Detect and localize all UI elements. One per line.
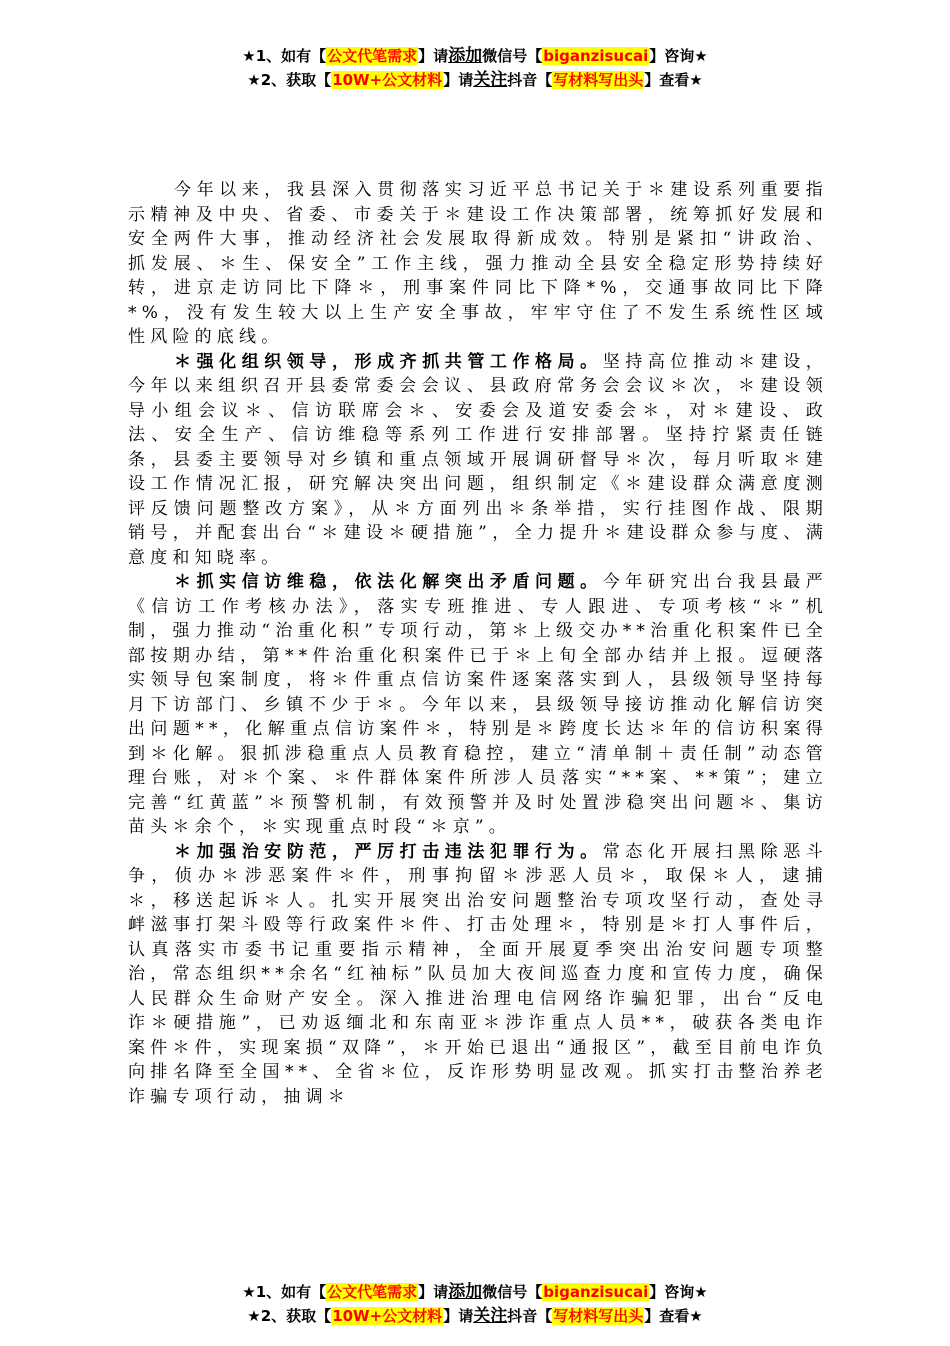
emphasis-text: 关注 bbox=[473, 70, 508, 90]
highlight-text: 10W+公文材料 bbox=[332, 71, 443, 89]
douyin-account[interactable]: 写材料写出头 bbox=[553, 1307, 644, 1325]
banner-line-1: ★1、如有【公文代笔需求】请添加微信号【biganzisucai】咨询★ bbox=[242, 1282, 708, 1302]
paragraph-petition: ＊抓实信访维稳，依法化解突出矛盾问题。今年研究出台我县最严《信访工作考核办法》，落实专班推进、专人跟进、专项考核“＊”机制，强力推动“治重化积”专项行动，第＊上级交办**治重化积案件已全部按期办结，第**件治重化积案件已于＊上旬全部办结并上报。逗硬落实领导包案制度，将＊件重点信访案件逐案落实到人，县级领导坚持每月下访部门、乡镇不少于＊。今年以来，县级领导接访推动化解信访突出问题**，化解重点信访案件＊，特别是＊跨度长达＊年的信访积案得到＊化解。狠抓涉稳重点人员教育稳控，建立“清单制＋责任制”动态管理台账，对＊个案、＊件群体案件所涉人员落实“**案、**策”；建立完善“红黄蓝”＊预警机制，有效预警并及时处置涉稳突出问题＊、集访苗头＊余个，＊实现重点时段“＊京”。 bbox=[128, 572, 828, 837]
highlight-text: 公文代笔需求 bbox=[327, 47, 418, 65]
paragraph-heading: ＊抓实信访维稳，依法化解突出矛盾问题。 bbox=[174, 572, 603, 592]
douyin-account[interactable]: 写材料写出头 bbox=[553, 71, 644, 89]
wechat-id[interactable]: biganzisucai bbox=[543, 47, 649, 65]
paragraph-intro: 今年以来，我县深入贯彻落实习近平总书记关于＊建设系列重要指示精神及中央、省委、市委关于＊建设工作决策部署，统筹抓好发展和安全两件大事，推动经济社会发展取得新成效。特别是紧扣“讲政治、抓发展、＊生、保安全”工作主线，强力推动全县安全稳定形势持续好转，进京走访同比下降＊，刑事案件同比下降*%，交通事故同比下降*%，没有发生较大以上生产安全事故，牢牢守住了不发生系统性区域性风险的底线。 bbox=[128, 180, 828, 347]
highlight-text: 10W+公文材料 bbox=[332, 1307, 443, 1325]
paragraph-organization: ＊强化组织领导，形成齐抓共管工作格局。坚持高位推动＊建设，今年以来组织召开县委常委会会议、县政府常务会会议＊次，＊建设领导小组会议＊、信访联席会＊、安委会及道安委会＊，对＊建设、政法、安全生产、信访维稳等系列工作进行安排部署。坚持拧紧责任链条，县委主要领导对乡镇和重点领域开展调研督导＊次，每月听取＊建设工作情况汇报，研究解决突出问题，组织制定《＊建设群众满意度测评反馈问题整改方案》，从＊方面列出＊条举措，实行挂图作战、限期销号，并配套出台“＊建设＊硬措施”，全力提升＊建设群众参与度、满意度和知晓率。 bbox=[128, 351, 828, 568]
banner-line-2: ★2、获取【10W+公文材料】请关注抖音【写材料写出头】查看★ bbox=[247, 1306, 703, 1326]
document-body bbox=[128, 178, 828, 1109]
banner-line-1: ★1、如有【公文代笔需求】请添加微信号【biganzisucai】咨询★ bbox=[242, 46, 708, 66]
header-banner bbox=[0, 44, 950, 92]
emphasis-text: 添加 bbox=[448, 1282, 483, 1302]
emphasis-text: 关注 bbox=[473, 1306, 508, 1326]
footer-banner bbox=[0, 1280, 950, 1328]
paragraph-heading: ＊加强治安防范，严厉打击违法犯罪行为。 bbox=[174, 841, 603, 862]
paragraph-heading: ＊强化组织领导，形成齐抓共管工作格局。 bbox=[174, 351, 603, 372]
highlight-text: 公文代笔需求 bbox=[327, 1283, 418, 1301]
wechat-id[interactable]: biganzisucai bbox=[543, 1283, 649, 1301]
emphasis-text: 添加 bbox=[448, 46, 483, 66]
paragraph-security: ＊加强治安防范，严厉打击违法犯罪行为。常态化开展扫黑除恶斗争，侦办＊涉恶案件＊件，刑事拘留＊涉恶人员＊，取保＊人，逮捕＊，移送起诉＊人。扎实开展突出治安问题整治专项攻坚行动，查处寻衅滋事打架斗殴等行政案件＊件、打击处理＊，特别是＊打人事件后，认真落实市委书记重要指示精神，全面开展夏季突出治安问题专项整治，常态组织**余名“红袖标”队员加大夜间巡查力度和宣传力度，确保人民群众生命财产安全。深入推进治理电信网络诈骗犯罪，出台“反电诈＊硬措施”，已劝返缅北和东南亚＊涉诈重点人员**，破获各类电诈案件＊件，实现案损“双降”，＊开始已退出“通报区”，截至目前电诈负向排名降至全国**、全省＊位，反诈形势明显改观。抓实打击整治养老诈骗专项行动，抽调＊ bbox=[128, 841, 828, 1107]
banner-line-2: ★2、获取【10W+公文材料】请关注抖音【写材料写出头】查看★ bbox=[247, 70, 703, 90]
